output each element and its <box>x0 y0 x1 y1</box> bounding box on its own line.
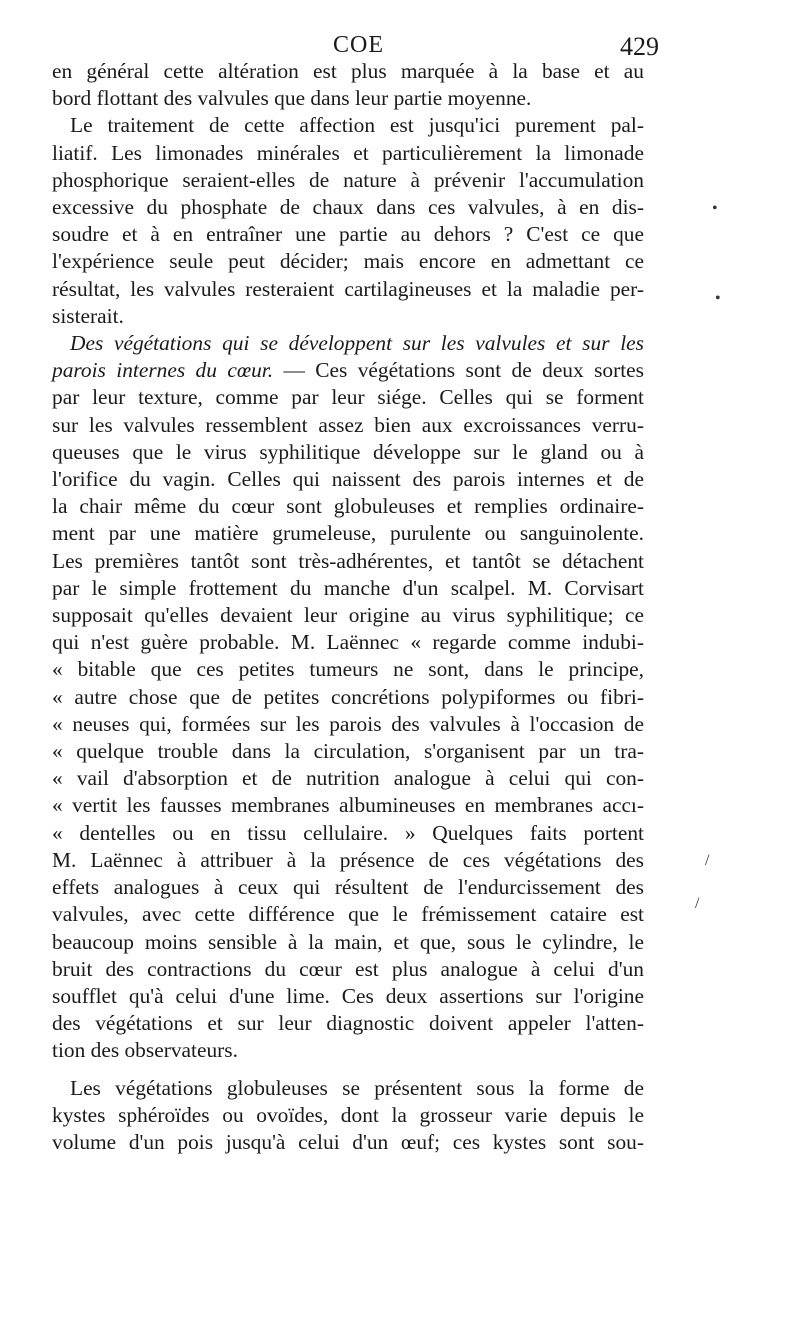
text-line: par le simple frottement du manche d'un scalpel. M. Corvisart <box>52 575 644 600</box>
text-line: supposait qu'elles devaient leur origine au virus syphilitique; ce <box>52 603 644 628</box>
text-line: « autre chose que de petites concrétions polypiformes ou fibri- <box>52 684 644 709</box>
text-line: phosphorique seraient-elles de nature à prévenir l'accumulation <box>52 167 644 192</box>
text-line: sisterait. <box>52 303 124 328</box>
text-line: valvules, avec cette différence que le frémissement cataire est <box>52 902 644 927</box>
paragraph-1 <box>52 58 644 112</box>
text-line: M. Laënnec à attribuer à la présence de ces végétations des <box>52 847 644 872</box>
text-line: « vail d'absorption et de nutrition analogue à celui qui con- <box>52 766 644 791</box>
text-line: « vertit les fausses membranes albumineuses en membranes accı- <box>52 793 644 818</box>
margin-mark: / <box>695 895 700 912</box>
text-line: kystes sphéroïdes ou ovoïdes, dont la grosseur varie depuis le <box>52 1102 644 1127</box>
paragraph-3 <box>52 330 644 1064</box>
text-line: Les végétations globuleuses se présentent sous la forme de <box>70 1075 644 1100</box>
text-line: « quelque trouble dans la circulation, s'organisent par un tra- <box>52 739 644 764</box>
text-line: « neuses qui, formées sur les parois des valvules à l'occasion de <box>52 711 644 736</box>
text-line: volume d'un pois jusqu'à celui d'un œuf; ces kystes sont sou- <box>52 1129 644 1154</box>
text-line: Les premières tantôt sont très-adhérentes, et tantôt se détachent <box>52 548 644 573</box>
text-line <box>52 357 644 384</box>
text-line: Le traitement de cette affection est jusqu'ici purement pal- <box>70 113 644 138</box>
text-line: effets analogues à ceux qui résultent de l'endurcissement des <box>52 875 644 900</box>
margin-mark: / <box>705 852 710 869</box>
text-line: qui n'est guère probable. M. Laënnec « regarde comme indubi- <box>52 630 644 655</box>
text-line: soudre et à en entraîner une partie au dehors ? C'est ce que <box>52 222 644 247</box>
text-line: « dentelles ou en tissu cellulaire. » Quelques faits portent <box>52 820 644 845</box>
text-line: queuses que le virus syphilitique développe sur le gland ou à <box>52 439 644 464</box>
margin-speck: • <box>715 290 721 307</box>
text-line: beaucoup moins sensible à la main, et que, sous le cylindre, le <box>52 929 644 954</box>
text-line: l'expérience seule peut décider; mais encore en admettant ce <box>52 249 644 274</box>
section-heading-line: Des végétations qui se développent sur les valvules et sur les <box>70 331 644 356</box>
paragraph-4 <box>52 1075 644 1157</box>
margin-speck: • <box>712 200 718 217</box>
text-line: ment par une matière grumeleuse, purulente ou sanguinolente. <box>52 521 644 546</box>
text-line: des végétations et sur leur diagnostic doivent appeler l'atten- <box>52 1011 644 1036</box>
text-line: sur les valvules ressemblent assez bien aux excroissances verru- <box>52 412 644 437</box>
text-line: soufflet qu'à celui d'une lime. Ces deux assertions sur l'origine <box>52 983 644 1008</box>
text-line: « bitable que ces petites tumeurs ne sont, dans le principe, <box>52 657 644 682</box>
body-text <box>52 58 644 1156</box>
paragraph-2 <box>52 112 644 330</box>
text-line: en général cette altération est plus marquée à la base et au <box>52 59 644 83</box>
text-line: liatif. Les limonades minérales et particulièrement la limonade <box>52 140 644 165</box>
paragraph-gap <box>52 1065 644 1075</box>
text-line: bord flottant des valvules que dans leur partie moyenne. <box>52 86 532 111</box>
text-line: l'orifice du vagin. Celles qui naissent des parois internes et de <box>52 467 644 492</box>
running-title: COE <box>333 32 384 58</box>
page-number: 429 <box>620 32 659 61</box>
line-rest: — Ces végétations sont de deux sortes <box>273 358 644 383</box>
text-line: tion des observateurs. <box>52 1038 238 1063</box>
text-line: bruit des contractions du cœur est plus analogue à celui d'un <box>52 956 644 981</box>
text-line: résultat, les valvules resteraient cartilagineuses et la maladie per- <box>52 276 644 301</box>
section-heading-tail: parois internes du cœur. <box>52 358 274 383</box>
text-line: par leur texture, comme par leur siége. Celles qui se forment <box>52 385 644 410</box>
text-line: la chair même du cœur sont globuleuses et remplies ordinaire- <box>52 494 644 519</box>
text-line: excessive du phosphate de chaux dans ces valvules, à en dis- <box>52 195 644 220</box>
